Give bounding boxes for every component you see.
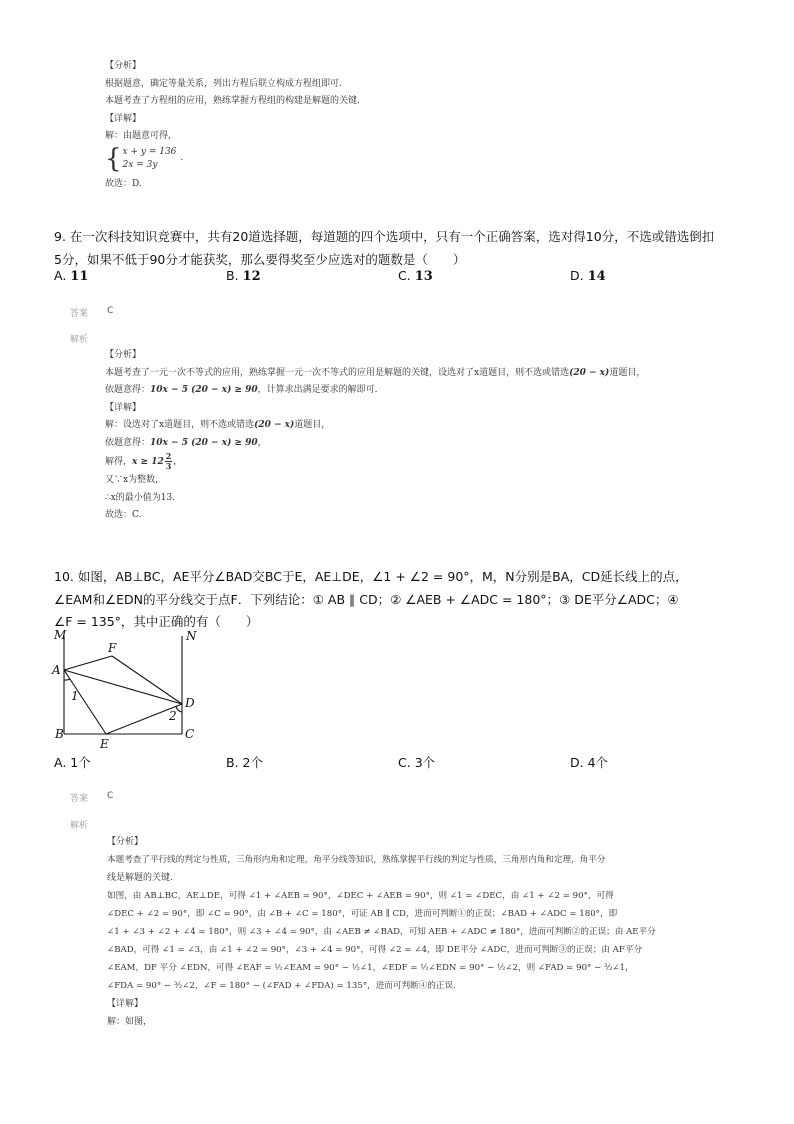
q10-stem-line-3: ∠F = 135°，其中正确的有（ ） <box>54 614 259 629</box>
line-af <box>64 656 112 670</box>
q8-eq-2: 2x = 3y <box>122 159 158 170</box>
label-c: C <box>185 727 195 741</box>
q9-detail-line-3: 解得，x ≥ 12 $\frac{2}{3}$ ， <box>105 451 183 471</box>
label-m: M <box>54 628 67 642</box>
frac-num: 2 <box>165 451 172 461</box>
q9-answer-value: C <box>107 306 114 316</box>
angle-mark-1 <box>64 679 70 680</box>
q10-option-d[interactable]: D. 4个 <box>570 755 609 770</box>
label-a: A <box>52 663 61 677</box>
q10-option-a[interactable]: A. 1个 <box>54 755 91 770</box>
label-e: E <box>100 737 109 751</box>
label-n: N <box>186 629 197 643</box>
q10-answer-value: C <box>107 791 114 801</box>
q8-eq-1: x + y = 136 <box>122 146 177 157</box>
label-angle-1: 1 <box>71 689 79 703</box>
q8-solution <box>105 58 725 193</box>
q10-stem-line-1: 10. 如图，AB⊥BC，AE平分∠BAD交BC于E，AE⊥DE，∠1 + ∠2 = 90°，M，N分别是BA，CD延长线上的点， <box>54 569 688 584</box>
q10-answer-label: 答案 <box>70 794 89 804</box>
q10-solution <box>107 833 747 1031</box>
q8-equation-system <box>105 143 725 176</box>
brace-glyph: { <box>105 143 122 174</box>
q9-options <box>54 268 754 288</box>
q9-solution <box>105 347 725 525</box>
q9-detail-line-5: ∴x的最小值为13. <box>105 492 176 503</box>
q9-analysis-line-1: 本题考查了一元一次不等式的应用，熟练掌握一元一次不等式的应用是解题的关键，设选对了x道题目，则不选或错选(20 − x)道题目， <box>105 367 646 378</box>
q9-detail-line-2: 依题意得：10x − 5 (20 − x) ≥ 90， <box>105 437 267 448</box>
label-b: B <box>55 727 64 741</box>
q10-option-b[interactable]: B. 2个 <box>226 755 263 770</box>
q9-stem-line-1: 9. 在一次科技知识竞赛中，共有20道选择题，每道题的四个选项中，只有一个正确答案，选对得10分，不选或错选倒扣 <box>54 229 715 244</box>
q8-analysis-line-1: 根据题意，确定等量关系，列出方程后联立构成方程组即可. <box>105 78 342 89</box>
label-d: D <box>185 696 195 710</box>
q9-detail-line-4: 又∵x为整数， <box>105 475 165 485</box>
label-f: F <box>108 641 117 655</box>
q8-eq-end: . <box>180 152 184 163</box>
q9-analysis-line-2: 依题意得：10x − 5 (20 − x) ≥ 90，计算求出满足要求的解即可. <box>105 385 378 395</box>
q10-geometry-figure <box>50 628 210 754</box>
q10-stem <box>54 566 744 634</box>
q10-detail-tag: 【详解】 <box>107 999 144 1009</box>
q10-options <box>54 753 754 773</box>
q10-detail-line-1: 解：如图， <box>107 1017 153 1027</box>
q9-stem <box>54 226 744 271</box>
q10-stem-line-2: ∠EAM和∠EDN的平分线交于点F．下列结论：① AB ∥ CD；② ∠AEB + ∠ADC = 180°；③ DE平分∠ADC；④ <box>54 591 679 607</box>
q9-option-a[interactable]: A. 11 <box>54 268 89 284</box>
q10-analysis-tag: 【分析】 <box>107 837 144 847</box>
q10-analysis-line-1: 本题考查了平行线的判定与性质，三角形内角和定理，角平分线等知识，熟练掌握平行线的判定与性质，三角形内角和定理，角平分 <box>107 855 606 865</box>
q9-detail-tag: 【详解】 <box>105 402 142 413</box>
q9-option-d[interactable]: D. 14 <box>570 268 606 284</box>
q8-analysis-tag: 【分析】 <box>105 61 142 71</box>
q9-answer-label: 答案 <box>70 309 89 319</box>
q10-analysis-label: 解析 <box>70 821 89 831</box>
q9-analysis-label: 解析 <box>70 335 89 345</box>
q9-analysis-tag: 【分析】 <box>105 350 142 360</box>
q8-choice: 故选：D. <box>105 178 142 189</box>
q10-analysis-line-2: 线是解题的关键. <box>107 873 173 883</box>
q9-option-c[interactable]: C. 13 <box>398 268 433 284</box>
q10-analysis-line-7: ∠EAM，DF 平分 ∠EDN，可得 ∠EAF = ½∠EAM = 90° − ½∠1，∠EDF = ½∠EDN = 90° − ½∠2，则 ∠FAD = 90° − ³⁄₂∠1， <box>107 963 634 973</box>
q10-analysis-line-8: ∠FDA = 90° − ³⁄₂∠2，∠F = 180° − (∠FAD + ∠FDA) = 135°，进而可判断④的正误. <box>107 981 456 991</box>
q8-detail-tag: 【详解】 <box>105 113 142 124</box>
q8-detail-line-1: 解：由题意可得， <box>105 131 178 141</box>
q9-choice: 故选：C. <box>105 510 142 520</box>
q10-analysis-line-5: ∠1 + ∠3 + ∠2 + ∠4 = 180°，则 ∠3 + ∠4 = 90°，由 ∠AEB ≠ ∠BAD，可知 AEB + ∠ADC ≠ 180°，进而可判断②的正误；由 AE平分 <box>107 927 656 937</box>
q9-detail-line-1: 解：设选对了x道题目，则不选或错选(20 − x)道题目， <box>105 420 331 430</box>
q8-analysis-line-2: 本题考查了方程组的应用，熟练掌握方程组的构建是解题的关键. <box>105 96 360 106</box>
line-fd <box>112 656 182 704</box>
angle-mark-2 <box>176 706 182 712</box>
q10-option-c[interactable]: C. 3个 <box>398 755 436 770</box>
label-angle-2: 2 <box>169 709 177 723</box>
q9-option-b[interactable]: B. 12 <box>226 268 261 284</box>
frac-den: 3 <box>165 461 172 471</box>
q10-analysis-line-6: ∠BAD，可得 ∠1 = ∠3，由 ∠1 + ∠2 = 90°，∠3 + ∠4 = 90°，可得 ∠2 = ∠4，即 DE平分 ∠ADC，进而可判断③的正误；由 AF平分 <box>107 945 643 955</box>
line-ad <box>64 670 182 704</box>
q9-stem-line-2: 5分，如果不低于90分才能获奖，那么要得奖至少应选对的题数是（ ） <box>54 251 466 267</box>
q10-analysis-line-4: ∠DEC + ∠2 = 90°，即 ∠C = 90°，由 ∠B + ∠C = 180°，可证 AB ∥ CD，进而可判断①的正误；∠BAD + ∠ADC = 180°，即 <box>107 909 618 919</box>
q10-analysis-line-3: 如图，由 AB⊥BC，AE⊥DE，可得 ∠1 + ∠AEB = 90°，∠DEC + ∠AEB = 90°，则 ∠1 = ∠DEC，由 ∠1 + ∠2 = 90°，可得 <box>107 891 614 901</box>
